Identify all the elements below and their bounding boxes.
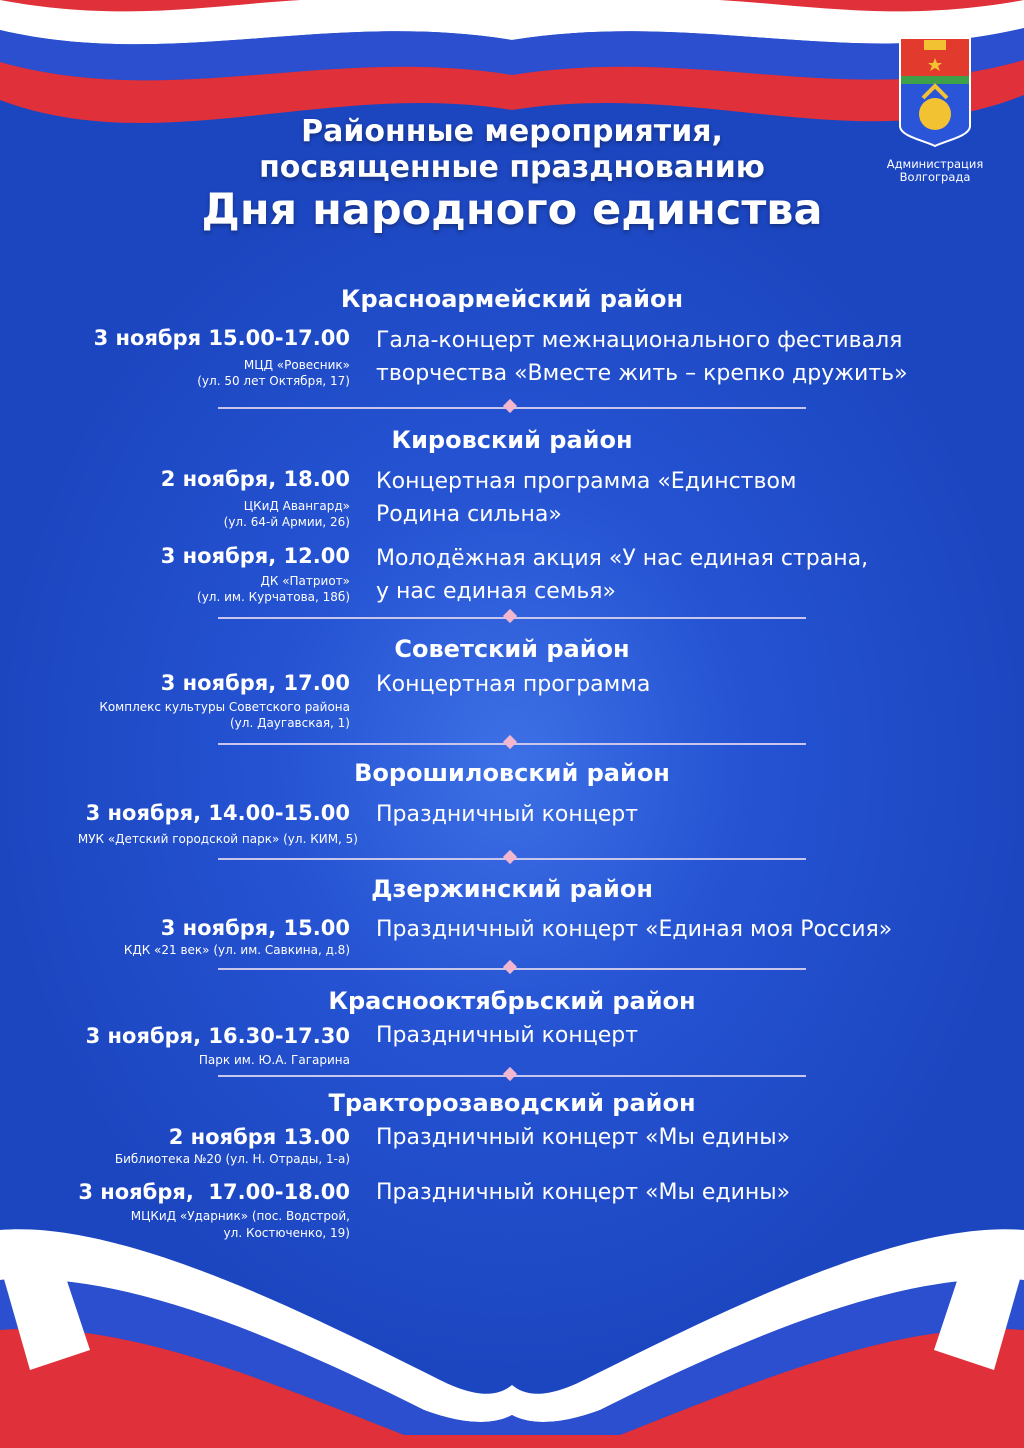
page-title: Дня народного единства xyxy=(201,185,823,235)
title-line-2: посвященные празднованию xyxy=(259,150,765,185)
event-title: Праздничный концерт xyxy=(376,1023,639,1048)
diamond-icon xyxy=(503,960,517,974)
divider xyxy=(218,858,806,860)
district-heading: Дзержинский район xyxy=(371,875,653,903)
event-title: Родина сильна» xyxy=(376,502,562,527)
event-venue: МУК «Детский городской парк» (ул. КИМ, 5) xyxy=(77,832,358,846)
divider xyxy=(218,968,806,970)
event-date: 3 ноября, 17.00 xyxy=(160,671,350,695)
divider xyxy=(218,743,806,745)
event-venue: Библиотека №20 (ул. Н. Отрады, 1-а) xyxy=(114,1152,350,1166)
diamond-icon xyxy=(503,609,517,623)
event-date: 2 ноября 13.00 xyxy=(168,1125,350,1149)
event-title: у нас единая семья» xyxy=(376,579,616,604)
event-date: 3 ноября 15.00-17.00 xyxy=(93,326,350,350)
logo-caption-line1: Администрация xyxy=(886,157,984,171)
divider xyxy=(218,407,806,409)
event-date: 2 ноября, 18.00 xyxy=(160,467,350,491)
divider xyxy=(218,617,806,619)
event-venue: МЦД «Ровесник» xyxy=(243,358,350,372)
district-heading: Ворошиловский район xyxy=(354,759,670,787)
event-title: Концертная программа «Единством xyxy=(376,469,797,494)
event-venue: (ул. 64-й Армии, 26) xyxy=(223,515,350,529)
event-venue: Комплекс культуры Советского района xyxy=(99,700,350,714)
event-venue: (ул. Даугавская, 1) xyxy=(229,716,350,730)
event-title: Праздничный концерт «Единая моя Россия» xyxy=(376,917,893,942)
diamond-icon xyxy=(503,850,517,864)
diamond-icon xyxy=(503,735,517,749)
event-venue: МЦКиД «Ударник» (пос. Водстрой, xyxy=(130,1209,350,1223)
event-date: 3 ноября, 16.30-17.30 xyxy=(85,1024,350,1048)
district-heading: Краснооктябрьский район xyxy=(328,987,696,1015)
event-title: Гала-концерт межнационального фестиваля xyxy=(376,328,903,353)
title-line-1: Районные мероприятия, xyxy=(301,114,723,149)
event-venue: Парк им. Ю.А. Гагарина xyxy=(198,1053,350,1067)
event-venue: КДК «21 век» (ул. им. Савкина, д.8) xyxy=(123,943,350,957)
event-venue: (ул. 50 лет Октября, 17) xyxy=(197,374,350,388)
event-title: Концертная программа xyxy=(376,672,651,697)
event-title: Праздничный концерт «Мы едины» xyxy=(376,1125,791,1150)
logo-caption-line2: Волгограда xyxy=(899,170,971,184)
event-title: творчества «Вместе жить – крепко дружить» xyxy=(376,361,908,386)
event-date: 3 ноября, 12.00 xyxy=(160,544,350,568)
district-heading: Тракторозаводский район xyxy=(328,1089,696,1117)
district-heading: Советский район xyxy=(394,635,630,663)
flag-ribbon-bottom xyxy=(0,1220,1024,1448)
event-title: Праздничный концерт «Мы едины» xyxy=(376,1180,791,1205)
event-date: 3 ноября, 15.00 xyxy=(160,916,350,940)
event-venue: ул. Костюченко, 19) xyxy=(223,1226,350,1240)
event-venue: (ул. им. Курчатова, 18б) xyxy=(197,590,350,604)
event-date: 3 ноября, 14.00-15.00 xyxy=(85,801,350,825)
district-heading: Кировский район xyxy=(391,426,633,454)
diamond-icon xyxy=(503,1067,517,1081)
event-title: Праздничный концерт xyxy=(376,802,639,827)
divider xyxy=(218,1075,806,1077)
event-date: 3 ноября, 17.00-18.00 xyxy=(78,1180,350,1204)
district-heading: Красноармейский район xyxy=(340,285,684,313)
diamond-icon xyxy=(503,399,517,413)
event-venue: ЦКиД Авангард» xyxy=(243,499,350,513)
event-venue: ДК «Патриот» xyxy=(260,574,350,588)
event-title: Молодёжная акция «У нас единая страна, xyxy=(376,546,869,571)
